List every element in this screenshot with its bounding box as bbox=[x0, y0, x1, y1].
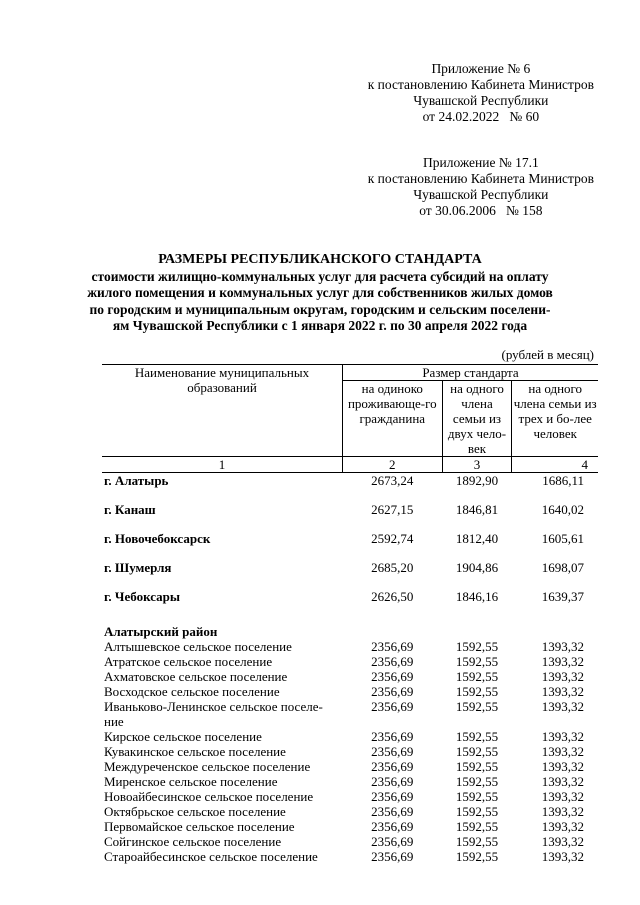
header-municipality: Наименование муниципальных образований bbox=[102, 365, 343, 457]
table-row bbox=[102, 789, 598, 804]
value-family-two: 1592,55 bbox=[455, 669, 499, 684]
value-family-three: 1393,32 bbox=[541, 684, 584, 699]
appendix-17-date: от 30.06.2006 № 158 bbox=[419, 203, 543, 218]
value-family-three: 1686,11 bbox=[542, 473, 584, 488]
table-row bbox=[102, 560, 598, 575]
value-family-two: 1592,55 bbox=[455, 789, 499, 804]
value-single: 2626,50 bbox=[371, 589, 414, 604]
value-family-three: 1393,32 bbox=[541, 639, 584, 654]
value-single: 2356,69 bbox=[371, 774, 414, 789]
title-line-5: ям Чувашской Республики с 1 января 2022 г. по 30 апреля 2022 года bbox=[112, 318, 528, 333]
spacer-row bbox=[102, 575, 598, 589]
value-single: 2356,69 bbox=[371, 804, 414, 819]
municipality-name: г. Алатырь bbox=[104, 473, 169, 488]
standards-table bbox=[102, 364, 598, 864]
value-family-two: 1592,55 bbox=[455, 759, 499, 774]
value-family-two: 1592,55 bbox=[455, 699, 499, 714]
value-family-two: 1592,55 bbox=[455, 654, 499, 669]
column-number-4: 4 bbox=[512, 457, 598, 473]
table-row bbox=[102, 699, 598, 729]
value-family-three: 1393,32 bbox=[541, 669, 584, 684]
spacer-cell bbox=[102, 488, 598, 502]
appendix-17-title: Приложение № 17.1 bbox=[423, 155, 539, 170]
appendix-6-republic: Чувашской Республики bbox=[413, 93, 549, 108]
value-single: 2673,24 bbox=[371, 473, 414, 488]
value-family-three: 1393,32 bbox=[541, 744, 584, 759]
value-family-three: 1393,32 bbox=[541, 759, 584, 774]
column-number-3: 3 bbox=[442, 457, 512, 473]
document-title bbox=[0, 252, 640, 335]
value-single: 2356,69 bbox=[371, 669, 414, 684]
value-family-two: 1592,55 bbox=[455, 804, 499, 819]
table-row bbox=[102, 639, 598, 654]
table-row bbox=[102, 849, 598, 864]
value-family-two: 1892,90 bbox=[455, 473, 499, 488]
title-main: РАЗМЕРЫ РЕСПУБЛИКАНСКОГО СТАНДАРТА bbox=[158, 252, 482, 267]
municipality-name: Новоайбесинское сельское поселение bbox=[104, 789, 314, 804]
value-family-three: 1393,32 bbox=[541, 654, 584, 669]
value-single: 2356,69 bbox=[371, 639, 414, 654]
value-single: 2627,15 bbox=[371, 502, 414, 517]
table-row bbox=[102, 502, 598, 517]
value-family-two: 1592,55 bbox=[455, 834, 499, 849]
table-row bbox=[102, 729, 598, 744]
municipality-name: г. Чебоксары bbox=[104, 589, 181, 604]
spacer-row bbox=[102, 546, 598, 560]
column-number-2: 2 bbox=[343, 457, 443, 473]
title-line-4: по городским и муниципальным округам, городским и сельским поселени- bbox=[89, 301, 551, 317]
district-row bbox=[102, 618, 598, 639]
value-family-two: 1592,55 bbox=[455, 639, 499, 654]
appendix-17-republic: Чувашской Республики bbox=[413, 187, 549, 202]
table-row bbox=[102, 589, 598, 604]
municipality-name: г. Шумерля bbox=[104, 560, 172, 575]
value-single: 2356,69 bbox=[371, 834, 414, 849]
column-number-1: 1 bbox=[102, 457, 343, 473]
value-single: 2592,74 bbox=[371, 531, 414, 546]
value-family-three: 1393,32 bbox=[541, 774, 584, 789]
value-family-two: 1592,55 bbox=[455, 774, 499, 789]
value-single: 2356,69 bbox=[371, 789, 414, 804]
spacer-row bbox=[102, 517, 598, 531]
value-family-three: 1393,32 bbox=[541, 834, 584, 849]
municipality-name: Первомайское сельское поселение bbox=[104, 819, 295, 834]
municipality-name: Октябрьское сельское поселение bbox=[104, 804, 286, 819]
municipality-name: Кирское сельское поселение bbox=[104, 729, 262, 744]
municipality-name: Кувакинское сельское поселение bbox=[104, 744, 286, 759]
municipality-name: Восходское сельское поселение bbox=[104, 684, 280, 699]
table-row bbox=[102, 473, 598, 489]
header-family-two: на одного члена семьи из двух чело-век bbox=[442, 381, 512, 457]
table-row bbox=[102, 834, 598, 849]
value-family-two: 1904,86 bbox=[455, 560, 499, 575]
district-name: Алатырский район bbox=[104, 624, 218, 639]
value-family-two: 1846,16 bbox=[455, 589, 499, 604]
value-family-two: 1846,81 bbox=[455, 502, 499, 517]
value-single: 2356,69 bbox=[371, 849, 414, 864]
spacer-cell bbox=[102, 546, 598, 560]
title-line-2: стоимости жилищно-коммунальных услуг для расчета субсидий на оплату bbox=[91, 268, 549, 284]
appendix-17-resolution: к постановлению Кабинета Министров bbox=[367, 171, 594, 186]
value-family-three: 1393,32 bbox=[541, 849, 584, 864]
value-single: 2356,69 bbox=[371, 654, 414, 669]
value-single: 2356,69 bbox=[371, 819, 414, 834]
table-row bbox=[102, 774, 598, 789]
spacer-row bbox=[102, 488, 598, 502]
appendix-6-block bbox=[368, 61, 594, 125]
value-single: 2356,69 bbox=[371, 699, 414, 714]
value-family-two: 1592,55 bbox=[455, 744, 499, 759]
value-family-two: 1592,55 bbox=[455, 819, 499, 834]
value-family-three: 1393,32 bbox=[541, 699, 584, 714]
table-row bbox=[102, 819, 598, 834]
municipality-name: Староайбесинское сельское поселение bbox=[104, 849, 318, 864]
value-family-three: 1698,07 bbox=[541, 560, 584, 575]
spacer-cell bbox=[102, 604, 598, 618]
municipality-name: Алтышевское сельское поселение bbox=[104, 639, 292, 654]
municipality-name: Атратское сельское поселение bbox=[104, 654, 273, 669]
value-family-two: 1592,55 bbox=[455, 729, 499, 744]
value-family-three: 1640,02 bbox=[541, 502, 584, 517]
table-row bbox=[102, 669, 598, 684]
header-standard-size: Размер стандарта bbox=[343, 365, 599, 381]
value-family-three: 1393,32 bbox=[541, 804, 584, 819]
value-single: 2356,69 bbox=[371, 684, 414, 699]
appendix-6-title: Приложение № 6 bbox=[431, 61, 531, 76]
appendix-6-resolution: к постановлению Кабинета Министров bbox=[367, 77, 594, 92]
municipality-name: Иваньково-Ленинское сельское поселе-ние bbox=[104, 699, 323, 729]
table-row bbox=[102, 684, 598, 699]
table-row bbox=[102, 531, 598, 546]
municipality-name: Ахматовское сельское поселение bbox=[104, 669, 288, 684]
municipality-name: Сойгинское сельское поселение bbox=[104, 834, 282, 849]
value-single: 2356,69 bbox=[371, 759, 414, 774]
value-family-three: 1639,37 bbox=[541, 589, 584, 604]
table-row bbox=[102, 759, 598, 774]
appendix-17-block bbox=[368, 155, 594, 219]
municipality-name: г. Новочебоксарск bbox=[104, 531, 211, 546]
spacer-cell bbox=[102, 575, 598, 589]
value-family-two: 1592,55 bbox=[455, 849, 499, 864]
value-family-three: 1393,32 bbox=[541, 729, 584, 744]
header-family-three: на одного члена семьи из трех и бо-лее человек bbox=[512, 381, 598, 457]
value-single: 2356,69 bbox=[371, 744, 414, 759]
municipality-name: г. Канаш bbox=[104, 502, 156, 517]
appendix-6-date: от 24.02.2022 № 60 bbox=[422, 109, 540, 124]
spacer-row bbox=[102, 604, 598, 618]
title-line-3: жилого помещения и коммунальных услуг для собственников жилых домов bbox=[87, 285, 553, 300]
municipality-name: Междуреченское сельское поселение bbox=[104, 759, 311, 774]
table-row bbox=[102, 654, 598, 669]
unit-label: (рублей в месяц) bbox=[501, 347, 594, 362]
table-row bbox=[102, 804, 598, 819]
value-family-two: 1812,40 bbox=[455, 531, 499, 546]
municipality-name: Миренское сельское поселение bbox=[104, 774, 278, 789]
value-family-three: 1393,32 bbox=[541, 819, 584, 834]
value-family-two: 1592,55 bbox=[455, 684, 499, 699]
value-single: 2685,20 bbox=[371, 560, 414, 575]
spacer-cell bbox=[102, 517, 598, 531]
value-family-three: 1393,32 bbox=[541, 789, 584, 804]
value-single: 2356,69 bbox=[371, 729, 414, 744]
header-single-citizen: на одиноко проживающе-го гражданина bbox=[343, 381, 443, 457]
value-family-three: 1605,61 bbox=[541, 531, 584, 546]
table-row bbox=[102, 744, 598, 759]
